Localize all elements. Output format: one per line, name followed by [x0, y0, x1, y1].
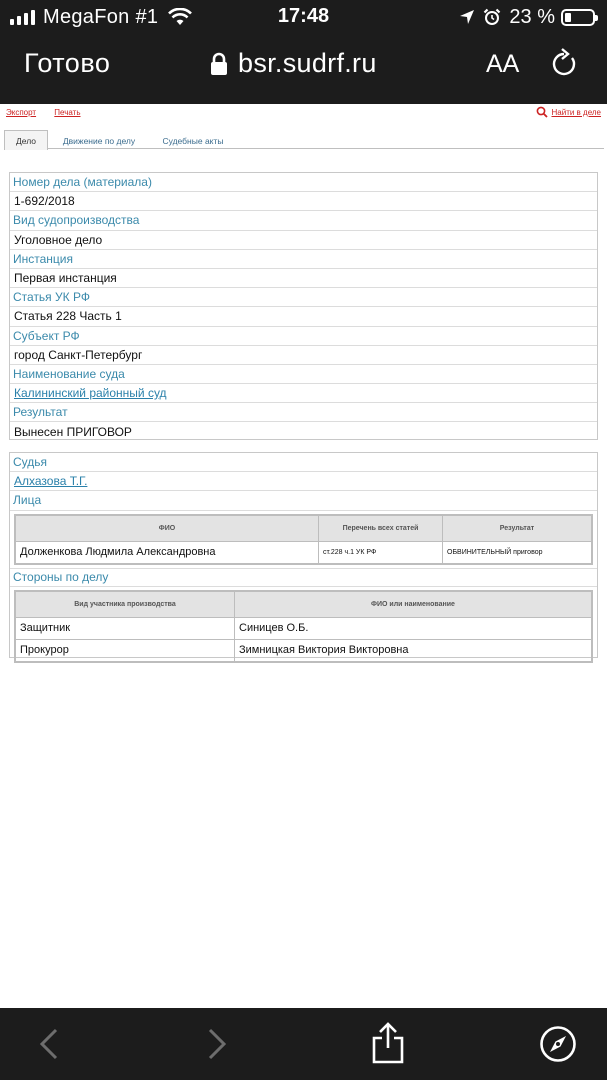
persons-header-result: Результат [443, 515, 592, 541]
web-page [0, 104, 607, 1008]
result-value: Вынесен ПРИГОВОР [14, 425, 132, 440]
address-bar[interactable] [210, 48, 377, 79]
instance-label: Инстанция [13, 251, 73, 266]
browser-top-bar [0, 34, 607, 104]
carrier-name: MegaFon #1 [43, 5, 159, 28]
subject-value: город Санкт-Петербург [14, 347, 143, 362]
done-button[interactable]: Готово [24, 48, 111, 78]
tab-court-acts[interactable]: Судебные акты [162, 135, 224, 146]
court-label: Наименование суда [13, 366, 125, 381]
proceeding-type-value: Уголовное дело [14, 232, 103, 247]
table-row [16, 541, 592, 563]
party-name: Синицев О.Б. [235, 617, 592, 639]
judge-label: Судья [13, 455, 48, 470]
location-icon [459, 9, 475, 25]
parties-header-name: ФИО или наименование [235, 591, 592, 617]
party-role: Защитник [16, 617, 235, 639]
court-link[interactable]: Калининский районный суд [14, 386, 167, 401]
table-row [16, 639, 592, 661]
text-size-button[interactable]: AA [486, 50, 520, 78]
reload-icon[interactable] [550, 48, 578, 78]
signal-icon [10, 9, 35, 25]
person-result: ОБВИНИТЕЛЬНЫЙ приговор [443, 541, 592, 563]
compass-icon[interactable] [539, 1025, 577, 1063]
share-icon[interactable] [370, 1022, 406, 1064]
battery-percent: 23 % [509, 5, 555, 28]
subject-label: Субъект РФ [13, 328, 80, 343]
participants-panel [9, 452, 598, 658]
wifi-icon [168, 8, 192, 26]
lock-icon [210, 52, 228, 76]
back-icon[interactable] [38, 1028, 60, 1060]
article-value: Статья 228 Часть 1 [14, 309, 122, 324]
clock: 17:48 [277, 5, 330, 27]
persons-header-articles: Перечень всех статей [319, 515, 443, 541]
persons-table [14, 514, 593, 565]
tab-case-movement[interactable]: Движение по делу [62, 135, 136, 146]
parties-table [14, 590, 593, 663]
party-role: Прокурор [16, 639, 235, 661]
url-text: bsr.sudrf.ru [238, 48, 377, 78]
search-icon [536, 106, 548, 118]
case-info-panel [9, 172, 598, 440]
person-articles: ст.228 ч.1 УК РФ [319, 541, 443, 563]
battery-icon [561, 9, 595, 26]
case-number-value: 1-692/2018 [14, 194, 75, 209]
forward-icon[interactable] [206, 1028, 228, 1060]
table-row [16, 617, 592, 639]
parties-label: Стороны по делу [13, 570, 109, 585]
export-link[interactable]: Экспорт [6, 108, 37, 117]
case-number-label: Номер дела (материала) [13, 175, 152, 190]
status-bar [0, 0, 607, 34]
persons-header-name: ФИО [16, 515, 319, 541]
tab-case[interactable]: Дело [4, 130, 48, 150]
browser-bottom-toolbar [0, 1008, 607, 1080]
find-link[interactable]: Найти в деле [551, 107, 601, 117]
parties-header-role: Вид участника производства [16, 591, 235, 617]
result-label: Результат [13, 405, 68, 420]
judge-link[interactable]: Алхазова Т.Г. [14, 474, 88, 489]
find-in-case[interactable] [536, 106, 602, 118]
print-link[interactable]: Печать [54, 108, 81, 117]
persons-label: Лица [13, 493, 42, 508]
alarm-icon [483, 8, 501, 26]
article-label: Статья УК РФ [13, 290, 90, 305]
case-tabs [4, 128, 604, 149]
proceeding-type-label: Вид судопроизводства [13, 213, 140, 228]
party-name: Зимницкая Виктория Викторовна [235, 639, 592, 661]
instance-value: Первая инстанция [14, 271, 117, 286]
page-toolbar [6, 108, 97, 117]
person-name: Долженкова Людмила Александровна [16, 541, 319, 563]
